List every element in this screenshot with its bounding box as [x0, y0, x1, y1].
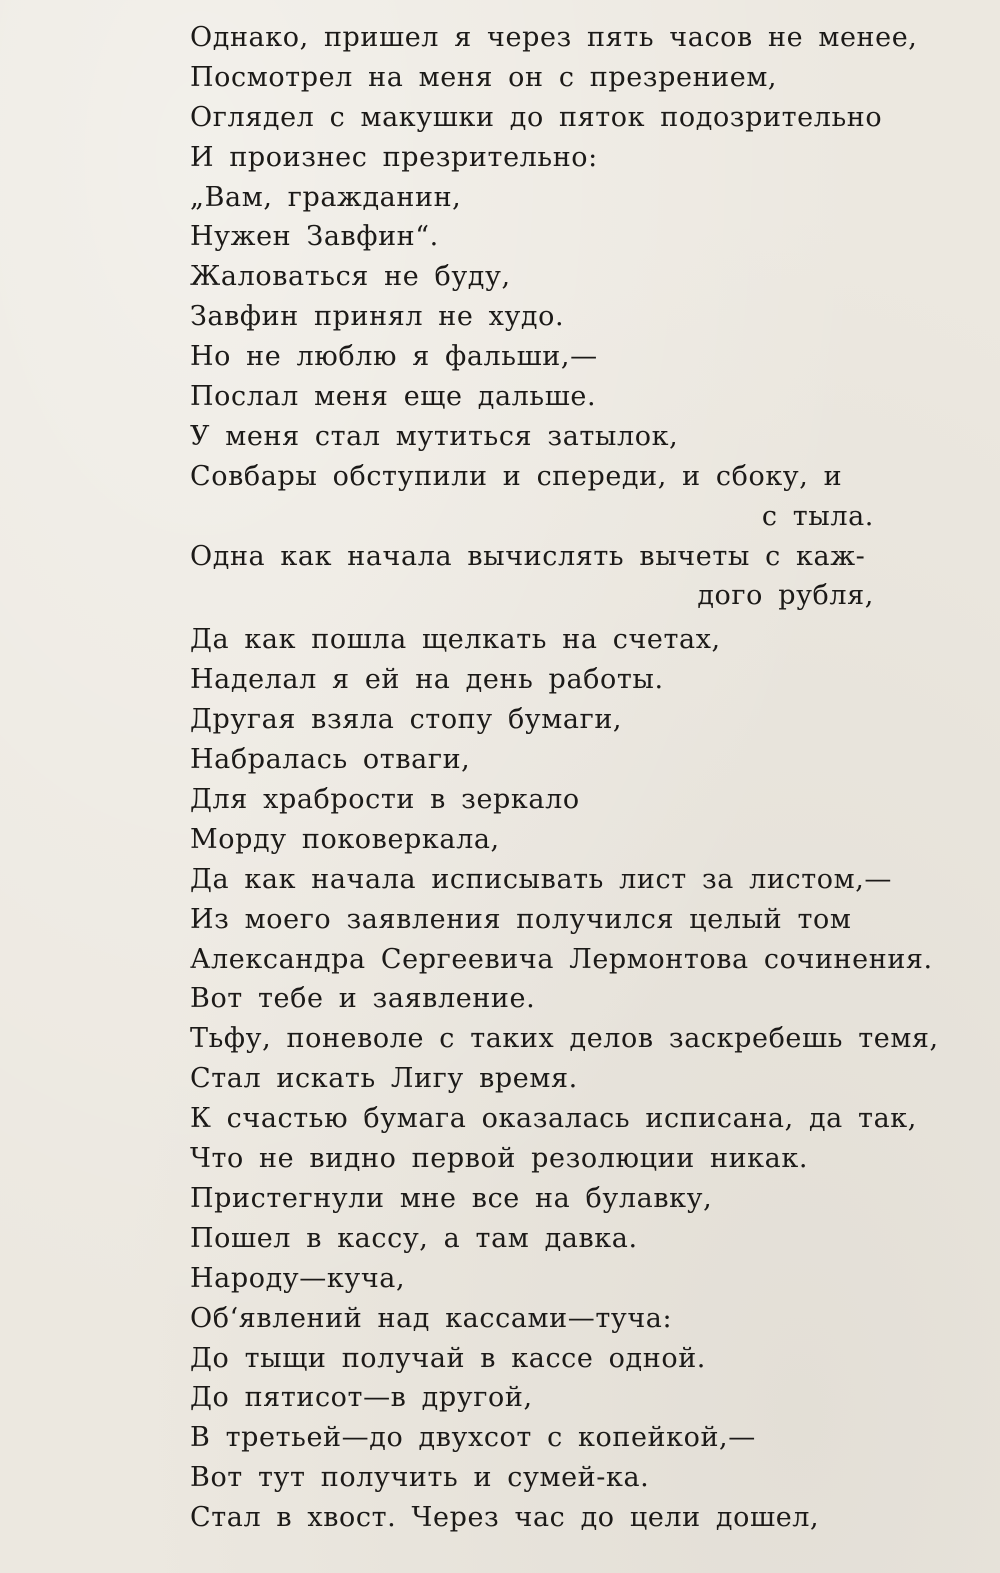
poem-line: Совбары обступили и спереди, и сбоку, и [190, 460, 843, 492]
poem-line: Александра Сергеевича Лермонтова сочинения. [190, 943, 933, 975]
poem-line: Одна как начала вычислять вычеты с каж- [190, 540, 866, 572]
poem-line: У меня стал мутиться затылок, [190, 420, 679, 452]
poem-line: Стал искать Лигу время. [190, 1063, 578, 1095]
poem-line: Однако, пришел я через пять часов не менее, [190, 22, 918, 53]
poem-line: К счастью бумага оказалась исписана, да так, [190, 1103, 917, 1135]
poem-line: Вот тебе и заявление. [190, 983, 536, 1015]
poem-line: Что не видно первой резолюции никак. [190, 1143, 809, 1175]
poem-line: Пристегнули мне все на булавку, [190, 1182, 713, 1214]
poem-line: Но не люблю я фальши,— [190, 341, 598, 373]
poem-line: До тыщи получай в кассе одной. [190, 1342, 706, 1374]
poem-line: Другая взяла стопу бумаги, [190, 704, 623, 736]
poem-line-continuation: дого рубля, [697, 580, 874, 612]
poem-line: Завфин принял не худо. [190, 301, 565, 333]
poem-line: До пятисот—в другой, [190, 1382, 533, 1414]
poem-line: Набралась отваги, [190, 744, 471, 776]
poem-line: Да как пошла щелкать на счетах, [190, 624, 721, 656]
poem-line: Посмотрел на меня он с презрением, [190, 61, 778, 93]
poem-line: Для храбрости в зеркало [190, 784, 580, 816]
poem-line: Из моего заявления получился целый том [190, 903, 852, 935]
poem-line: Нужен Завфин“. [190, 221, 439, 253]
poem-line: Стал в хвост. Через час до цели дошел, [190, 1502, 820, 1534]
poem-text [190, 18, 939, 1538]
poem-line: Народу—куча, [190, 1262, 406, 1294]
poem-line: Об‘явлений над кассами—туча: [190, 1302, 673, 1334]
poem-line: Морду поковеркала, [190, 823, 500, 855]
poem-line: Да как начала исписывать лист за листом,— [190, 863, 893, 895]
poem-line: „Вам, гражданин, [190, 181, 462, 213]
poem-line: Вот тут получить и сумей-ка. [190, 1462, 650, 1494]
poem-line: Оглядел с макушки до пяток подозрительно [190, 101, 883, 133]
poem-line: Тьфу, поневоле с таких делов заскребешь темя, [190, 1023, 939, 1055]
poem-line: Жаловаться не буду, [190, 261, 511, 293]
poem-line: Наделал я ей на день работы. [190, 664, 664, 696]
poem-line: В третьей—до двухсот с копейкой,— [190, 1422, 756, 1454]
poem-line: Пошел в кассу, а там давка. [190, 1222, 638, 1254]
poem-line: И произнес презрительно: [190, 141, 598, 173]
poem-line: Послал меня еще дальше. [190, 381, 597, 413]
poem-line-continuation: с тыла. [761, 500, 874, 532]
